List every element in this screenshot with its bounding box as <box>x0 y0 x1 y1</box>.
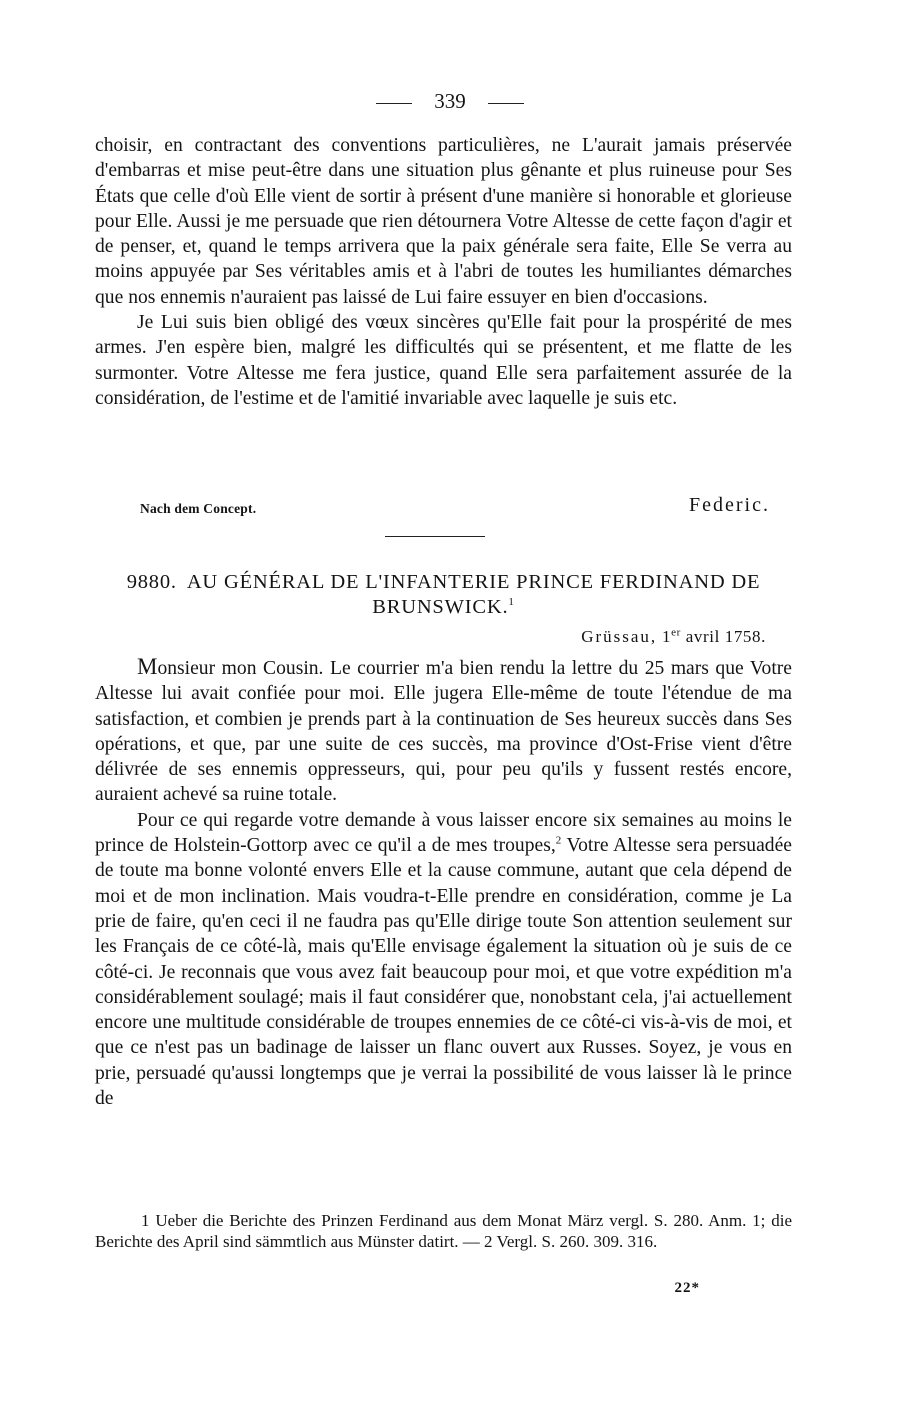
header-dash-right <box>488 103 524 104</box>
letter-date-day: 1 <box>662 627 672 646</box>
letter-date-rest: avril 1758. <box>685 627 766 646</box>
letter-paragraph <box>95 654 792 808</box>
paragraph-text: onsieur mon Cousin. Le courrier m'a bien rendu la lettre du 25 mars que Votre Altesse lui avait confiée pour moi. Elle jugera Elle-même de toute l'étendue de ma satisfaction, et combien je prends part à la continuation de Ses heureux succès dans Ses opérations, et que, par une suite de ces succès, ma province d'Ost-Frise vient d'être délivrée de ses ennemis oppresseurs, qui, pour peu qu'ils y fussent restés encore, auraient achevé sa ruine totale. <box>95 658 792 806</box>
letter-title: AU GÉNÉRAL DE L'INFANTERIE PRINCE FERDINAND DE BRUNSWICK. <box>186 571 761 618</box>
paragraph-text: Votre Altesse sera persuadée de toute ma bonne volonté envers Elle et la cause commune, autant que cela dépend de moi et de mon inclination. Mais voudra-t-Elle prendre en considération, comme je La prie de faire, qu'en ceci il ne faudra pas qu'Elle dirige toute Son attention seulement sur les Français de ce côté-là, mais qu'Elle envisage également la situation où je suis de ce côté-ci. Je reconnais que vous avez fait beaucoup pour moi, et que votre expédition m'a considérablement soulagé; mais il faut considérer que, nonobstant cela, j'ai actuellement encore une multitude considérable de troupes ennemies de ce côté-ci vis-à-vis de moi, et que ce n'est pas un badinage de laisser un flanc ouvert aux Russes. Soyez, je vous en prie, persuadé qu'aussi longtemps que je verrai la possibilité de vous laisser là le prince de <box>95 835 792 1110</box>
section-divider <box>385 536 485 537</box>
paragraph-text: Pour ce qui regarde votre demande à vous laisser encore six semaines au moins le prince de Holstein-Gottorp avec ce qu'il a de mes troupes, <box>95 809 792 857</box>
source-note: Nach dem Concept. <box>140 501 257 516</box>
page-header <box>0 86 900 116</box>
signature: Federic. <box>689 494 770 516</box>
header-dash-left <box>376 103 412 104</box>
footnote-text: 1 Ueber die Berichte des Prinzen Ferdinand aus dem Monat März vergl. S. 280. Anm. 1; die Berichte des April sind sämmtlich aus Münster datirt. — 2 Vergl. S. 260. 309. 316. <box>95 1211 792 1251</box>
letter-date-day-suffix: er <box>671 626 681 639</box>
letter-paragraph <box>95 808 792 1112</box>
previous-letter-paragraph: Je Lui suis bien obligé des vœux sincères qu'Elle fait pour la prospérité de mes armes. J'en espère bien, malgré les difficultés qui se présentent, et me flatte de les surmonter. Votre Altesse me fera justice, quand Elle sera parfaitement assurée de la considération, de l'estime et de l'amitié invariable avec laquelle je suis etc. <box>95 312 792 409</box>
previous-letter-paragraph: choisir, en contractant des conventions particulières, ne L'aurait jamais préservée d'embarras et mise peut-être dans une situation plus gênante et plus ruineuse pour Ses États que celle d'où Elle vient de sortir à présent d'une manière si honorable et glorieuse pour Elle. Aussi je me persuade que rien détournera Votre Altesse de cette façon d'agir et de penser, et, quand le temps arrivera que la paix générale sera faite, Elle Se verra au moins appuyée par Ses véritables amis et à l'abri de toutes les humiliantes démarches que nos ennemis n'auraient pas laissé de Lui faire essuyer en bien d'occasions. <box>95 135 792 308</box>
salutation-initial: M <box>137 654 158 679</box>
footnotes <box>95 1210 792 1252</box>
sheet-signature: 22* <box>674 1280 700 1296</box>
footnote-ref: 2 <box>555 834 562 847</box>
letter-place: Grüssau, <box>581 627 658 646</box>
letter-heading <box>95 570 792 620</box>
previous-letter-body <box>95 133 792 411</box>
letter-number: 9880. <box>126 571 177 593</box>
footnote-ref: 1 <box>508 596 515 609</box>
letter-body <box>95 654 792 1111</box>
page-number: 339 <box>434 89 466 113</box>
dateline <box>581 627 766 647</box>
previous-letter-closing <box>140 494 770 520</box>
